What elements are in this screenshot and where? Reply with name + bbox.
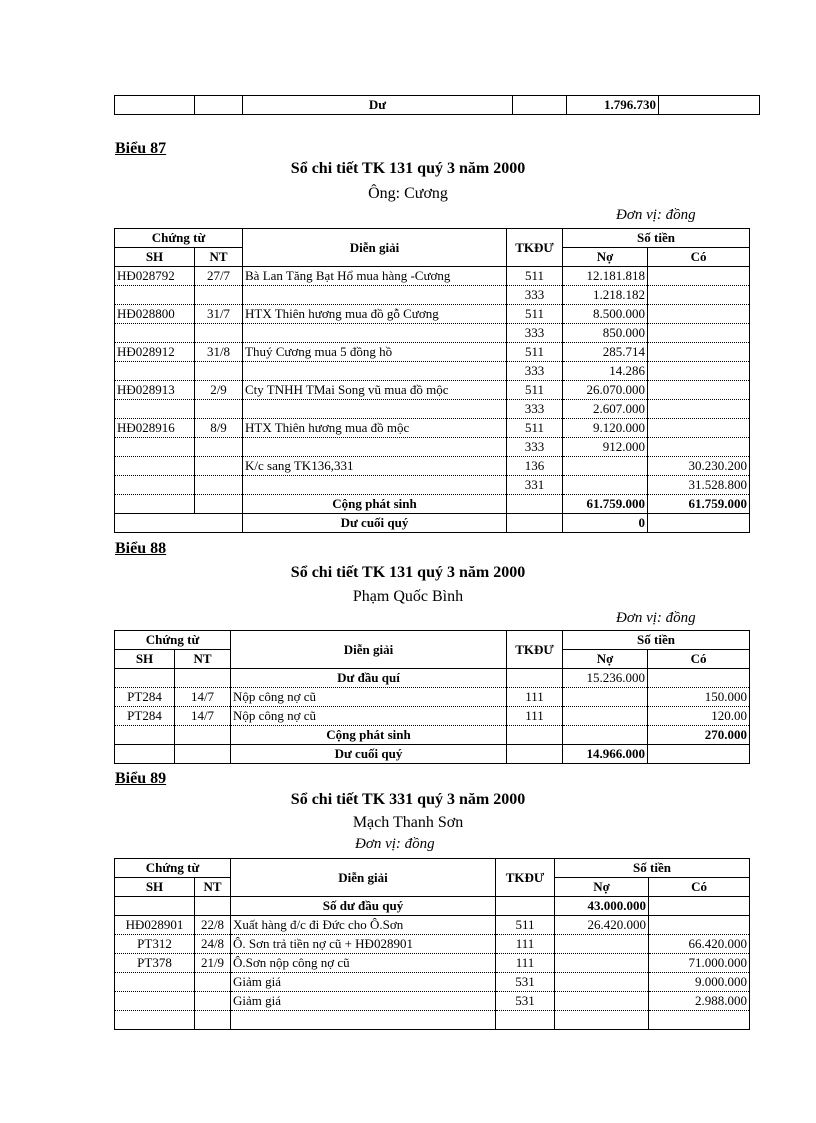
b88-end-label: Dư cuối quý [231,745,507,764]
b89-open-no: 43.000.000 [555,897,649,916]
cell-tkdu: 333 [507,400,563,419]
cell-no: 12.181.818 [563,267,648,286]
b87-h-chungtu: Chứng từ [115,229,243,248]
cell-co [649,916,750,935]
b87-h-no: Nợ [563,248,648,267]
cell-diengiai [231,1011,496,1030]
cell-co [648,362,750,381]
cell-sh: HĐ028792 [115,267,195,286]
cell-nt: 31/7 [195,305,243,324]
table-row [115,992,750,1011]
cell-tkdu: 511 [507,381,563,400]
b87-h-nt: NT [195,248,243,267]
cell-sh: HĐ028901 [115,916,195,935]
cell-co [648,419,750,438]
cell-no [563,688,648,707]
b89-heading: Biểu 89 [115,770,167,787]
cell-no [563,457,648,476]
b88-h-co: Có [648,650,750,669]
cell-diengiai: Giảm giá [231,992,496,1011]
b89-table [114,858,750,1030]
cell-co [648,343,750,362]
b88-subtitle: Phạm Quốc Bình [352,588,464,605]
cell-nt [195,324,243,343]
cell-diengiai [243,400,507,419]
cell-co: 150.000 [648,688,750,707]
b87-heading: Biểu 87 [115,140,167,157]
cell-sh [115,400,195,419]
cell-tkdu: 333 [507,362,563,381]
b87-end-label: Dư cuối quý [243,514,507,533]
cell-sh: PT378 [115,954,195,973]
cell-tkdu: 333 [507,438,563,457]
b88-heading: Biểu 88 [115,540,167,557]
cell-tkdu: 111 [507,707,563,726]
b87-h-co: Có [648,248,750,267]
cell-tkdu: 511 [507,267,563,286]
cell-co [648,400,750,419]
b88-open-no: 15.236.000 [563,669,648,688]
cell-diengiai: Thuý Cương mua 5 đồng hồ [243,343,507,362]
b88-total-label: Cộng phát sinh [231,726,507,745]
cell-co: 31.528.800 [648,476,750,495]
cell-no: 2.607.000 [563,400,648,419]
b89-h-diengiai: Diễn giải [231,859,496,897]
table-row [115,457,750,476]
b87-h-tkdu: TKĐƯ [507,229,563,267]
table-row [115,476,750,495]
table-row [115,1011,750,1030]
table-row [115,916,750,935]
cell-no: 912.000 [563,438,648,457]
b87-h-diengiai: Diễn giải [243,229,507,267]
b88-total-co: 270.000 [648,726,750,745]
b87-total-row [115,495,750,514]
b87-total-no: 61.759.000 [563,495,648,514]
cell-no [555,935,649,954]
cell-tkdu: 511 [507,305,563,324]
b88-h-tkdu: TKĐƯ [507,631,563,669]
cell-co [648,305,750,324]
cell-diengiai: HTX Thiên hương mua đồ gỗ Cương [243,305,507,324]
cell-no: 9.120.000 [563,419,648,438]
table-row [115,438,750,457]
cell-no [555,992,649,1011]
cell-diengiai [243,362,507,381]
b88-h-no: Nợ [563,650,648,669]
table-row [115,324,750,343]
cell-no: 14.286 [563,362,648,381]
cell-tkdu: 333 [507,324,563,343]
cell-tkdu: 111 [496,935,555,954]
cell-nt: 27/7 [195,267,243,286]
cell-tkdu: 111 [496,954,555,973]
b89-unit: Đơn vị: đồng [355,836,435,852]
cell-sh [115,324,195,343]
cell-nt [195,476,243,495]
table-row [115,419,750,438]
cell-tkdu: 333 [507,286,563,305]
cell-no: 1.218.182 [563,286,648,305]
cell-tkdu: 531 [496,973,555,992]
b87-h-sh: SH [115,248,195,267]
cell-no [555,1011,649,1030]
cell-nt [195,286,243,305]
cell-co [648,438,750,457]
cell-diengiai: K/c sang TK136,331 [243,457,507,476]
cell-diengiai: Bà Lan Tăng Bạt Hổ mua hàng -Cương [243,267,507,286]
b88-open-label: Dư đầu quí [231,669,507,688]
cell-nt [195,973,231,992]
cell-sh [115,1011,195,1030]
cell-diengiai [243,438,507,457]
cell-co: 9.000.000 [649,973,750,992]
b89-h-sotien: Số tiền [555,859,750,878]
carryover-value: 1.796.730 [567,96,659,115]
cell-nt: 22/8 [195,916,231,935]
b88-h-diengiai: Diễn giải [231,631,507,669]
cell-sh: HĐ028913 [115,381,195,400]
cell-sh [115,286,195,305]
cell-nt [195,362,243,381]
cell-co: 66.420.000 [649,935,750,954]
b89-rows [115,916,750,1030]
cell-diengiai: Nộp công nợ cũ [231,688,507,707]
cell-nt: 31/8 [195,343,243,362]
table-row [115,400,750,419]
b87-title: Sổ chi tiết TK 131 quý 3 năm 2000 [290,160,526,177]
b89-h-chungtu: Chứng từ [115,859,231,878]
cell-no: 285.714 [563,343,648,362]
cell-sh: HĐ028912 [115,343,195,362]
cell-no [563,476,648,495]
cell-diengiai: Cty TNHH TMai Song vũ mua đồ mộc [243,381,507,400]
cell-diengiai [243,476,507,495]
cell-no [555,954,649,973]
cell-diengiai [243,286,507,305]
cell-diengiai: Ô.Sơn nộp công nợ cũ [231,954,496,973]
b87-total-label: Cộng phát sinh [243,495,507,514]
cell-tkdu [496,1011,555,1030]
table-row [115,688,750,707]
b88-h-sotien: Số tiền [563,631,750,650]
cell-tkdu: 511 [507,419,563,438]
cell-tkdu: 111 [507,688,563,707]
cell-sh [115,438,195,457]
b89-h-nt: NT [195,878,231,897]
cell-sh: HĐ028800 [115,305,195,324]
cell-diengiai: Ô. Sơn trả tiền nợ cũ + HĐ028901 [231,935,496,954]
table-row [115,707,750,726]
b89-h-sh: SH [115,878,195,897]
b89-h-no: Nợ [555,878,649,897]
cell-diengiai [243,324,507,343]
table-row [115,343,750,362]
b87-table [114,228,750,533]
b87-unit: Đơn vị: đồng [616,207,696,223]
cell-sh: PT312 [115,935,195,954]
table-row [115,381,750,400]
cell-tkdu: 511 [507,343,563,362]
cell-nt [195,400,243,419]
cell-co [648,267,750,286]
cell-diengiai: HTX Thiên hương mua đồ mộc [243,419,507,438]
cell-nt: 2/9 [195,381,243,400]
b88-h-nt: NT [175,650,231,669]
cell-tkdu: 136 [507,457,563,476]
cell-nt: 14/7 [175,688,231,707]
cell-co: 120.00 [648,707,750,726]
b88-total-row [115,726,750,745]
cell-nt: 24/8 [195,935,231,954]
b87-end-row [115,514,750,533]
table-row [115,305,750,324]
b87-rows [115,267,750,495]
cell-diengiai: Nộp công nợ cũ [231,707,507,726]
cell-co: 30.230.200 [648,457,750,476]
cell-co [649,1011,750,1030]
carryover-label: Dư [243,96,513,115]
carryover-row [115,96,760,115]
cell-tkdu: 531 [496,992,555,1011]
b88-unit: Đơn vị: đồng [616,610,696,626]
table-row [115,973,750,992]
table-row [115,935,750,954]
cell-sh [115,457,195,476]
cell-nt: 8/9 [195,419,243,438]
b88-table [114,630,750,764]
cell-tkdu: 331 [507,476,563,495]
cell-co [648,286,750,305]
cell-nt [195,457,243,476]
carryover-table [114,95,760,115]
cell-sh [115,362,195,381]
b89-title: Sổ chi tiết TK 331 quý 3 năm 2000 [290,791,526,808]
b87-subtitle: Ông: Cương [368,185,448,202]
b88-title: Sổ chi tiết TK 131 quý 3 năm 2000 [290,564,526,581]
cell-diengiai: Xuất hàng đ/c đi Đức cho Ô.Sơn [231,916,496,935]
cell-sh [115,973,195,992]
cell-sh: PT284 [115,688,175,707]
b87-total-co: 61.759.000 [648,495,750,514]
cell-co [648,381,750,400]
b88-rows [115,688,750,726]
cell-nt [195,992,231,1011]
cell-no: 8.500.000 [563,305,648,324]
b89-open-label: Số dư đầu quý [231,897,496,916]
b88-end-row [115,745,750,764]
b89-h-co: Có [649,878,750,897]
cell-sh [115,992,195,1011]
b88-h-chungtu: Chứng từ [115,631,231,650]
table-row [115,362,750,381]
b89-h-tkdu: TKĐƯ [496,859,555,897]
table-row [115,267,750,286]
cell-sh: HĐ028916 [115,419,195,438]
b88-h-sh: SH [115,650,175,669]
cell-co: 71.000.000 [649,954,750,973]
cell-co: 2.988.000 [649,992,750,1011]
b89-subtitle: Mạch Thanh Sơn [352,814,464,831]
cell-sh [115,476,195,495]
b89-open-row [115,897,750,916]
cell-no: 26.070.000 [563,381,648,400]
cell-sh: PT284 [115,707,175,726]
b88-end-no: 14.966.000 [563,745,648,764]
b87-h-sotien: Số tiền [563,229,750,248]
cell-nt: 14/7 [175,707,231,726]
cell-nt: 21/9 [195,954,231,973]
cell-co [648,324,750,343]
cell-diengiai: Giảm giá [231,973,496,992]
cell-nt [195,438,243,457]
cell-no: 850.000 [563,324,648,343]
cell-tkdu: 511 [496,916,555,935]
cell-no [555,973,649,992]
table-row [115,954,750,973]
cell-no: 26.420.000 [555,916,649,935]
table-row [115,286,750,305]
b87-end-no: 0 [563,514,648,533]
b88-open-row [115,669,750,688]
cell-no [563,707,648,726]
cell-nt [195,1011,231,1030]
